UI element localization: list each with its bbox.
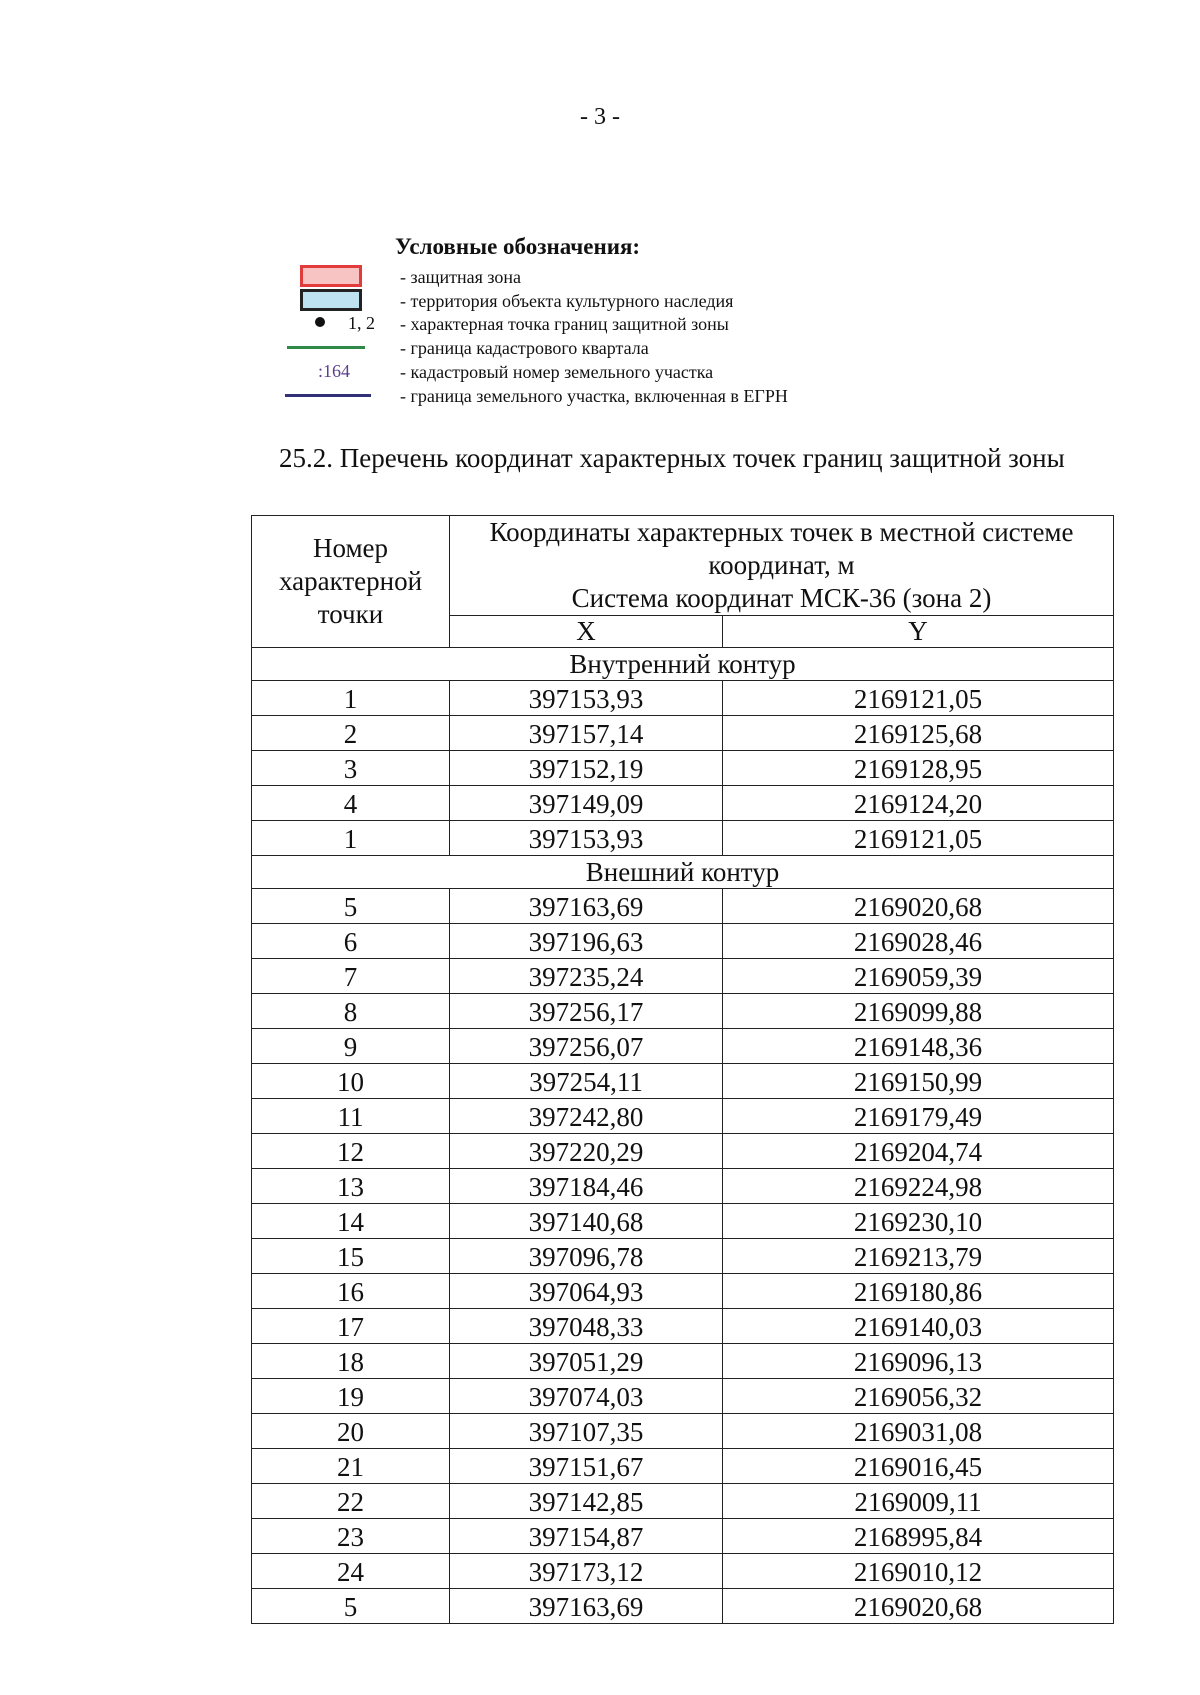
table-row (252, 1379, 1114, 1414)
point-number-cell: 24 (252, 1554, 450, 1589)
table-body (252, 648, 1114, 1624)
y-coordinate-cell: 2169148,36 (723, 1029, 1114, 1064)
table-row (252, 1449, 1114, 1484)
x-coordinate-cell: 397163,69 (450, 889, 723, 924)
point-number-cell: 17 (252, 1309, 450, 1344)
page-number: - 3 - (580, 104, 620, 130)
y-coordinate-cell: 2169140,03 (723, 1309, 1114, 1344)
x-coordinate-cell: 397220,29 (450, 1134, 723, 1169)
header-coordinates (450, 516, 1114, 616)
y-coordinate-cell: 2169020,68 (723, 889, 1114, 924)
table-row (252, 1274, 1114, 1309)
header-point-number: Номер характерной точки (252, 516, 450, 648)
y-coordinate-cell: 2169128,95 (723, 751, 1114, 786)
x-coordinate-cell: 397254,11 (450, 1064, 723, 1099)
x-coordinate-cell: 397153,93 (450, 681, 723, 716)
x-coordinate-cell: 397235,24 (450, 959, 723, 994)
legend-item-cadastral-quarter: - граница кадастрового квартала (400, 338, 649, 358)
y-coordinate-cell: 2169124,20 (723, 786, 1114, 821)
coordinates-table (251, 515, 1114, 1624)
y-coordinate-cell: 2169224,98 (723, 1169, 1114, 1204)
section-title: Внутренний контур (252, 648, 1114, 681)
table-row (252, 1239, 1114, 1274)
point-number-cell: 20 (252, 1414, 450, 1449)
y-coordinate-cell: 2169121,05 (723, 821, 1114, 856)
x-coordinate-cell: 397142,85 (450, 1484, 723, 1519)
x-coordinate-cell: 397184,46 (450, 1169, 723, 1204)
boundary-point-label: 1, 2 (348, 313, 375, 333)
parcel-boundary-line-icon (285, 394, 371, 397)
boundary-point-dot-icon (315, 317, 325, 327)
section-heading: 25.2. Перечень координат характерных точек границ защитной зоны (279, 443, 1065, 473)
header-coordinates-title: Координаты характерных точек в местной системе координат, м (489, 517, 1074, 580)
y-coordinate-cell: 2169059,39 (723, 959, 1114, 994)
legend-item-protective-zone: - защитная зона (400, 267, 521, 287)
y-coordinate-cell: 2169150,99 (723, 1064, 1114, 1099)
y-coordinate-cell: 2169010,12 (723, 1554, 1114, 1589)
protective-zone-swatch-icon (300, 265, 362, 287)
y-coordinate-cell: 2169180,86 (723, 1274, 1114, 1309)
table-row (252, 1484, 1114, 1519)
heritage-territory-swatch-icon (300, 289, 362, 311)
table-row (252, 716, 1114, 751)
point-number-cell: 8 (252, 994, 450, 1029)
legend-item-boundary-point: - характерная точка границ защитной зоны (400, 314, 729, 334)
x-coordinate-cell: 397149,09 (450, 786, 723, 821)
table-row (252, 1064, 1114, 1099)
x-coordinate-cell: 397256,07 (450, 1029, 723, 1064)
table-row (252, 786, 1114, 821)
point-number-cell: 4 (252, 786, 450, 821)
table-row (252, 681, 1114, 716)
table-row (252, 1519, 1114, 1554)
cadastral-number-sample: :164 (318, 361, 351, 381)
table-row (252, 924, 1114, 959)
point-number-cell: 5 (252, 1589, 450, 1624)
x-coordinate-cell: 397051,29 (450, 1344, 723, 1379)
point-number-cell: 3 (252, 751, 450, 786)
table-row (252, 821, 1114, 856)
y-coordinate-cell: 2169230,10 (723, 1204, 1114, 1239)
header-y: Y (723, 616, 1114, 648)
point-number-cell: 23 (252, 1519, 450, 1554)
x-coordinate-cell: 397153,93 (450, 821, 723, 856)
point-number-cell: 15 (252, 1239, 450, 1274)
table-row (252, 1204, 1114, 1239)
section-title: Внешний контур (252, 856, 1114, 889)
header-coordinate-system: Система координат МСК-36 (зона 2) (571, 583, 992, 613)
table-row (252, 1309, 1114, 1344)
table-row (252, 1344, 1114, 1379)
point-number-cell: 13 (252, 1169, 450, 1204)
point-number-cell: 22 (252, 1484, 450, 1519)
y-coordinate-cell: 2169009,11 (723, 1484, 1114, 1519)
x-coordinate-cell: 397154,87 (450, 1519, 723, 1554)
table-row (252, 994, 1114, 1029)
legend-title: Условные обозначения: (395, 234, 641, 259)
x-coordinate-cell: 397163,69 (450, 1589, 723, 1624)
x-coordinate-cell: 397196,63 (450, 924, 723, 959)
point-number-cell: 1 (252, 681, 450, 716)
y-coordinate-cell: 2169016,45 (723, 1449, 1114, 1484)
x-coordinate-cell: 397064,93 (450, 1274, 723, 1309)
y-coordinate-cell: 2169031,08 (723, 1414, 1114, 1449)
table-row (252, 751, 1114, 786)
x-coordinate-cell: 397074,03 (450, 1379, 723, 1414)
table-row (252, 889, 1114, 924)
table-row (252, 1099, 1114, 1134)
header-x: X (450, 616, 723, 648)
x-coordinate-cell: 397242,80 (450, 1099, 723, 1134)
legend-item-cadastral-number: - кадастровый номер земельного участка (400, 362, 714, 382)
x-coordinate-cell: 397096,78 (450, 1239, 723, 1274)
y-coordinate-cell: 2169204,74 (723, 1134, 1114, 1169)
table-row (252, 1169, 1114, 1204)
point-number-cell: 14 (252, 1204, 450, 1239)
point-number-cell: 6 (252, 924, 450, 959)
table-row (252, 959, 1114, 994)
x-coordinate-cell: 397048,33 (450, 1309, 723, 1344)
table-row (252, 1589, 1114, 1624)
x-coordinate-cell: 397173,12 (450, 1554, 723, 1589)
x-coordinate-cell: 397157,14 (450, 716, 723, 751)
x-coordinate-cell: 397107,35 (450, 1414, 723, 1449)
y-coordinate-cell: 2169213,79 (723, 1239, 1114, 1274)
cadastral-quarter-line-icon (287, 346, 365, 349)
y-coordinate-cell: 2169179,49 (723, 1099, 1114, 1134)
point-number-cell: 5 (252, 889, 450, 924)
point-number-cell: 11 (252, 1099, 450, 1134)
point-number-cell: 1 (252, 821, 450, 856)
point-number-cell: 9 (252, 1029, 450, 1064)
point-number-cell: 18 (252, 1344, 450, 1379)
y-coordinate-cell: 2169056,32 (723, 1379, 1114, 1414)
point-number-cell: 19 (252, 1379, 450, 1414)
legend-item-parcel-boundary: - граница земельного участка, включенная в ЕГРН (400, 386, 788, 406)
table-row (252, 1029, 1114, 1064)
x-coordinate-cell: 397152,19 (450, 751, 723, 786)
table-row (252, 1414, 1114, 1449)
y-coordinate-cell: 2169121,05 (723, 681, 1114, 716)
y-coordinate-cell: 2169020,68 (723, 1589, 1114, 1624)
table-row (252, 1554, 1114, 1589)
y-coordinate-cell: 2169099,88 (723, 994, 1114, 1029)
x-coordinate-cell: 397140,68 (450, 1204, 723, 1239)
x-coordinate-cell: 397256,17 (450, 994, 723, 1029)
legend-item-heritage-territory: - территория объекта культурного наследия (400, 291, 734, 311)
point-number-cell: 12 (252, 1134, 450, 1169)
x-coordinate-cell: 397151,67 (450, 1449, 723, 1484)
point-number-cell: 16 (252, 1274, 450, 1309)
section-row (252, 856, 1114, 889)
y-coordinate-cell: 2169096,13 (723, 1344, 1114, 1379)
y-coordinate-cell: 2169028,46 (723, 924, 1114, 959)
point-number-cell: 7 (252, 959, 450, 994)
point-number-cell: 21 (252, 1449, 450, 1484)
section-row (252, 648, 1114, 681)
point-number-cell: 10 (252, 1064, 450, 1099)
table-row (252, 1134, 1114, 1169)
y-coordinate-cell: 2169125,68 (723, 716, 1114, 751)
point-number-cell: 2 (252, 716, 450, 751)
y-coordinate-cell: 2168995,84 (723, 1519, 1114, 1554)
